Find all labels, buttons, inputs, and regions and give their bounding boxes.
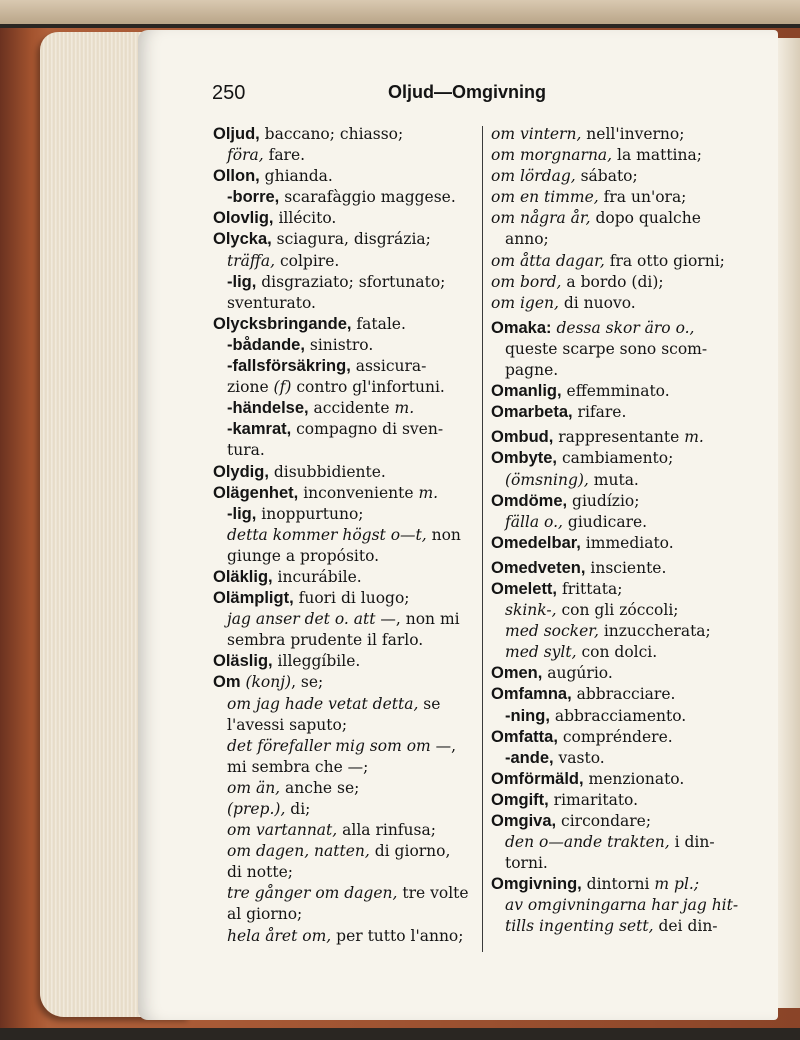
translation: dopo qualche (590, 209, 701, 228)
entry-line (213, 187, 475, 208)
entry-line (213, 715, 475, 736)
italic-phrase: om än, (227, 778, 281, 797)
entry-line (213, 567, 475, 588)
entry-line (213, 736, 475, 757)
italic-phrase: om en timme, (491, 188, 599, 207)
translation: inoppurtuno; (256, 504, 364, 523)
entry-line (213, 525, 475, 546)
headword: Omedelbar, (491, 533, 581, 552)
headword: Omaka: (491, 318, 552, 337)
translation: fuori di luogo; (293, 589, 410, 608)
entry-line (491, 124, 753, 145)
headword: -ning, (505, 706, 550, 725)
italic-phrase: föra, (227, 146, 264, 165)
italic-phrase: detta kommer högst o—t, (227, 525, 427, 544)
entry-line (213, 229, 475, 250)
italic-phrase: m. (394, 399, 415, 418)
headword: Oläklig, (213, 567, 273, 586)
headword: -borre, (227, 188, 280, 207)
headword: Omedveten, (491, 558, 586, 577)
headword: Oljud, (213, 125, 260, 143)
italic-phrase: tre gånger om dagen, (227, 884, 398, 903)
translation: di giorno, (369, 842, 451, 861)
entry-line (213, 483, 475, 504)
entry-line (491, 558, 753, 579)
entry-line (491, 600, 753, 621)
italic-phrase: jag anser det o. att (227, 610, 376, 629)
entry-line (213, 904, 475, 925)
translation: anno; (505, 230, 549, 249)
entry-line (213, 440, 475, 461)
entry-line (491, 208, 753, 229)
translation: rifare. (572, 403, 627, 422)
entry-line (213, 272, 475, 293)
headword: Om (213, 673, 241, 692)
italic-phrase: dessa skor äro o., (556, 318, 695, 337)
headword: -kamrat, (227, 420, 292, 439)
entry-line (491, 895, 753, 916)
italic-phrase: om lördag, (491, 167, 576, 186)
translation: disgraziato; sfortunato; (256, 272, 446, 291)
translation: accidente (308, 399, 395, 418)
headword: Olydig, (213, 462, 269, 481)
headword: Olovlig, (213, 209, 274, 228)
italic-phrase: om jag hade vetat detta, (227, 694, 419, 713)
italic-phrase: om åtta dagar, (491, 251, 605, 270)
translation: inconveniente (298, 483, 419, 502)
italic-phrase: om igen, (491, 293, 559, 312)
italic-phrase: träffa, (227, 251, 276, 270)
italic-phrase: (f) (273, 378, 292, 397)
translation: pagne. (505, 361, 559, 380)
entry-line (213, 672, 475, 693)
italic-phrase: med sylt, (505, 643, 577, 662)
headword: Ollon, (213, 167, 260, 186)
translation: rimaritato. (548, 790, 639, 809)
translation: di notte; (227, 863, 293, 882)
entry-line (491, 684, 753, 705)
translation: , se; (291, 673, 324, 692)
headword: Omgivning, (491, 875, 582, 894)
translation: muta. (588, 470, 639, 489)
italic-phrase: om bord, (491, 272, 562, 291)
entry-line (213, 314, 475, 335)
italic-phrase: om morgnarna, (491, 146, 613, 165)
entry-line (491, 491, 753, 512)
translation: fra un'ora; (598, 188, 687, 207)
page-header (212, 82, 772, 112)
headword: Omgiva, (491, 812, 557, 830)
headword: Omarbeta, (491, 403, 573, 422)
translation: compréndere. (557, 727, 673, 746)
headword: -ande, (505, 748, 554, 767)
italic-phrase: med socker, (505, 622, 599, 641)
entry-line (491, 769, 753, 790)
italic-phrase: av omgivningarna har jag hit- (505, 896, 739, 915)
translation: sembra prudente il farlo. (227, 631, 424, 650)
translation: dintorni (581, 875, 655, 894)
entry-line (213, 145, 475, 166)
headword: -lig, (227, 272, 257, 291)
entry-line (213, 883, 475, 904)
italic-phrase: om dagen, natten, (227, 842, 370, 861)
translation: inzuccherata; (598, 622, 711, 641)
italic-phrase: om vintern, (491, 125, 582, 143)
entry-line (491, 727, 753, 748)
entry-line (213, 208, 475, 229)
translation: sinistro. (304, 335, 374, 354)
translation: incurábile. (272, 567, 362, 586)
entry-line (213, 609, 475, 630)
translation: mi sembra che —; (227, 757, 369, 776)
entry-line (491, 470, 753, 491)
entry-line (213, 398, 475, 419)
translation: abbracciamento. (549, 706, 687, 725)
entry-line (213, 588, 475, 609)
entry-line (491, 706, 753, 727)
entry-line (491, 916, 753, 937)
translation: rappresentante (553, 428, 685, 447)
translation: alla rinfusa; (337, 821, 436, 840)
translation: nell'inverno; (581, 125, 685, 143)
entry-line (491, 293, 753, 314)
italic-phrase: (ömsning), (505, 470, 589, 489)
headword: Olycksbringande, (213, 314, 352, 333)
italic-phrase: (prep.), (227, 800, 286, 818)
italic-phrase: det förefaller mig som om (227, 736, 431, 755)
entry-line (213, 841, 475, 862)
translation: sábato; (575, 167, 638, 186)
entry-line (491, 832, 753, 853)
top-edge (0, 0, 800, 24)
entry-line (491, 663, 753, 684)
headword: Oläslig, (213, 652, 273, 671)
headword: Ombud, (491, 428, 554, 447)
translation: i din- (669, 833, 715, 852)
headword: Olämpligt, (213, 589, 294, 608)
translation: scarafàggio maggese. (279, 188, 456, 207)
entry-line (491, 318, 753, 339)
entry-line (491, 621, 753, 642)
translation: sciagura, disgrázia; (271, 230, 431, 249)
entry-line (491, 402, 753, 423)
entry-line (491, 187, 753, 208)
entry-line (491, 512, 753, 533)
headword: Olägenhet, (213, 483, 299, 502)
entry-line (491, 427, 753, 448)
entry-line (491, 579, 753, 600)
translation: giudízio; (567, 491, 640, 510)
translation: dei din- (653, 917, 718, 936)
translation: giudicare. (562, 512, 648, 531)
translation: fatale. (351, 314, 406, 333)
entry-line (491, 166, 753, 187)
entry-line (491, 790, 753, 811)
headword: Ombyte, (491, 449, 558, 468)
italic-phrase: skink-, (505, 601, 557, 620)
italic-phrase: m. (684, 428, 704, 447)
entry-line (491, 251, 753, 272)
headword: -bådande, (227, 335, 305, 354)
italic-phrase: m. (418, 483, 439, 502)
entry-line (213, 757, 475, 778)
translation: zione (227, 378, 274, 397)
translation: abbracciare. (571, 685, 676, 704)
translation: compagno di sven- (291, 420, 444, 439)
italic-phrase: (konj) (245, 673, 292, 692)
headword: Omdöme, (491, 491, 568, 510)
translation: queste scarpe sono scom- (505, 339, 708, 358)
translation: —, non mi (375, 610, 460, 629)
headword: Omen, (491, 664, 543, 683)
translation: l'avessi saputo; (227, 715, 348, 734)
translation: tura. (227, 441, 265, 460)
translation: torni. (505, 854, 548, 873)
entry-line (213, 820, 475, 841)
page-number: 250 (212, 82, 246, 104)
headword: -händelse, (227, 399, 309, 418)
headword: Omanlig, (491, 382, 562, 401)
entry-line (491, 360, 753, 381)
entry-line (213, 335, 475, 356)
entry-line (213, 462, 475, 483)
entry-line (213, 778, 475, 799)
italic-phrase: fälla o., (505, 512, 563, 531)
translation: circondare; (556, 812, 652, 830)
translation: disubbidiente. (268, 462, 386, 481)
translation: giunge a propósito. (227, 546, 380, 565)
headword: -fallsförsäkring, (227, 357, 351, 376)
translation: cambiamento; (557, 449, 674, 468)
entry-line (491, 339, 753, 360)
translation: assicura- (350, 357, 427, 376)
entry-line (213, 377, 475, 398)
italic-phrase: den o—ande trakten, (505, 833, 670, 852)
entry-line (491, 874, 753, 895)
italic-phrase: hela året om, (227, 926, 332, 945)
translation: con gli zóccoli; (556, 601, 679, 620)
translation: con dolci. (576, 643, 658, 662)
translation: colpire. (275, 251, 340, 270)
entry-line (213, 419, 475, 440)
entry-line (213, 546, 475, 567)
entry-line (491, 229, 753, 250)
translation: la mattina; (612, 146, 702, 165)
translation: frittata; (557, 579, 623, 598)
italic-phrase: om några år, (491, 209, 591, 228)
translation: se (418, 694, 441, 713)
entry-line (213, 926, 475, 947)
entry-line (213, 293, 475, 314)
right-page-edge (778, 38, 800, 1008)
headword: Olycka, (213, 230, 272, 249)
translation: fra otto giorni; (604, 251, 725, 270)
running-head: Oljud—Omgivning (388, 82, 546, 102)
entry-line (213, 356, 475, 377)
translation: illécito. (273, 209, 337, 228)
entry-line (213, 694, 475, 715)
entry-line (491, 145, 753, 166)
headword: Omgift, (491, 790, 549, 809)
entry-line (491, 748, 753, 769)
headword: -lig, (227, 504, 257, 523)
headword: Omelett, (491, 579, 558, 598)
translation: augúrio. (542, 664, 613, 683)
entry-line (491, 448, 753, 469)
translation: fare. (263, 146, 306, 165)
translation: immediato. (580, 533, 674, 552)
italic-phrase: tills ingenting sett, (505, 917, 654, 936)
headword: Omförmäld, (491, 769, 584, 788)
translation: sventurato. (227, 293, 316, 312)
translation: baccano; chiasso; (259, 125, 404, 143)
column-divider (482, 126, 483, 952)
italic-phrase: m pl.; (654, 875, 700, 894)
translation: effemminato. (561, 382, 670, 401)
translation: menzionato. (583, 769, 685, 788)
translation: al giorno; (227, 905, 303, 924)
entry-line (491, 381, 753, 402)
translation: illeggíbile. (272, 652, 361, 671)
entry-line (491, 811, 753, 832)
headword: Omfatta, (491, 727, 558, 746)
entry-line (213, 651, 475, 672)
entry-line (491, 642, 753, 663)
entry-line (213, 630, 475, 651)
translation: di nuovo. (558, 293, 636, 312)
translation: ghianda. (259, 167, 333, 186)
right-column (491, 124, 753, 938)
translation: di; (285, 800, 311, 818)
entry-line (491, 533, 753, 554)
entry-line (213, 862, 475, 883)
entry-line (213, 504, 475, 525)
translation: anche se; (280, 778, 360, 797)
headword: Omfamna, (491, 685, 572, 704)
entry-line (491, 853, 753, 874)
translation: contro gl'infortuni. (291, 378, 445, 397)
italic-phrase: om vartannat, (227, 821, 338, 840)
entry-line (213, 251, 475, 272)
translation: insciente. (585, 558, 667, 577)
entry-line (213, 166, 475, 187)
translation: per tutto l'anno; (331, 926, 464, 945)
translation: vasto. (553, 748, 605, 767)
translation: tre volte (397, 884, 469, 903)
entry-line (213, 799, 475, 820)
entry-line (491, 272, 753, 293)
entry-line (213, 124, 475, 145)
translation: non (426, 525, 461, 544)
left-column (213, 124, 475, 947)
translation: a bordo (di); (561, 272, 664, 291)
translation: —, (430, 736, 457, 755)
